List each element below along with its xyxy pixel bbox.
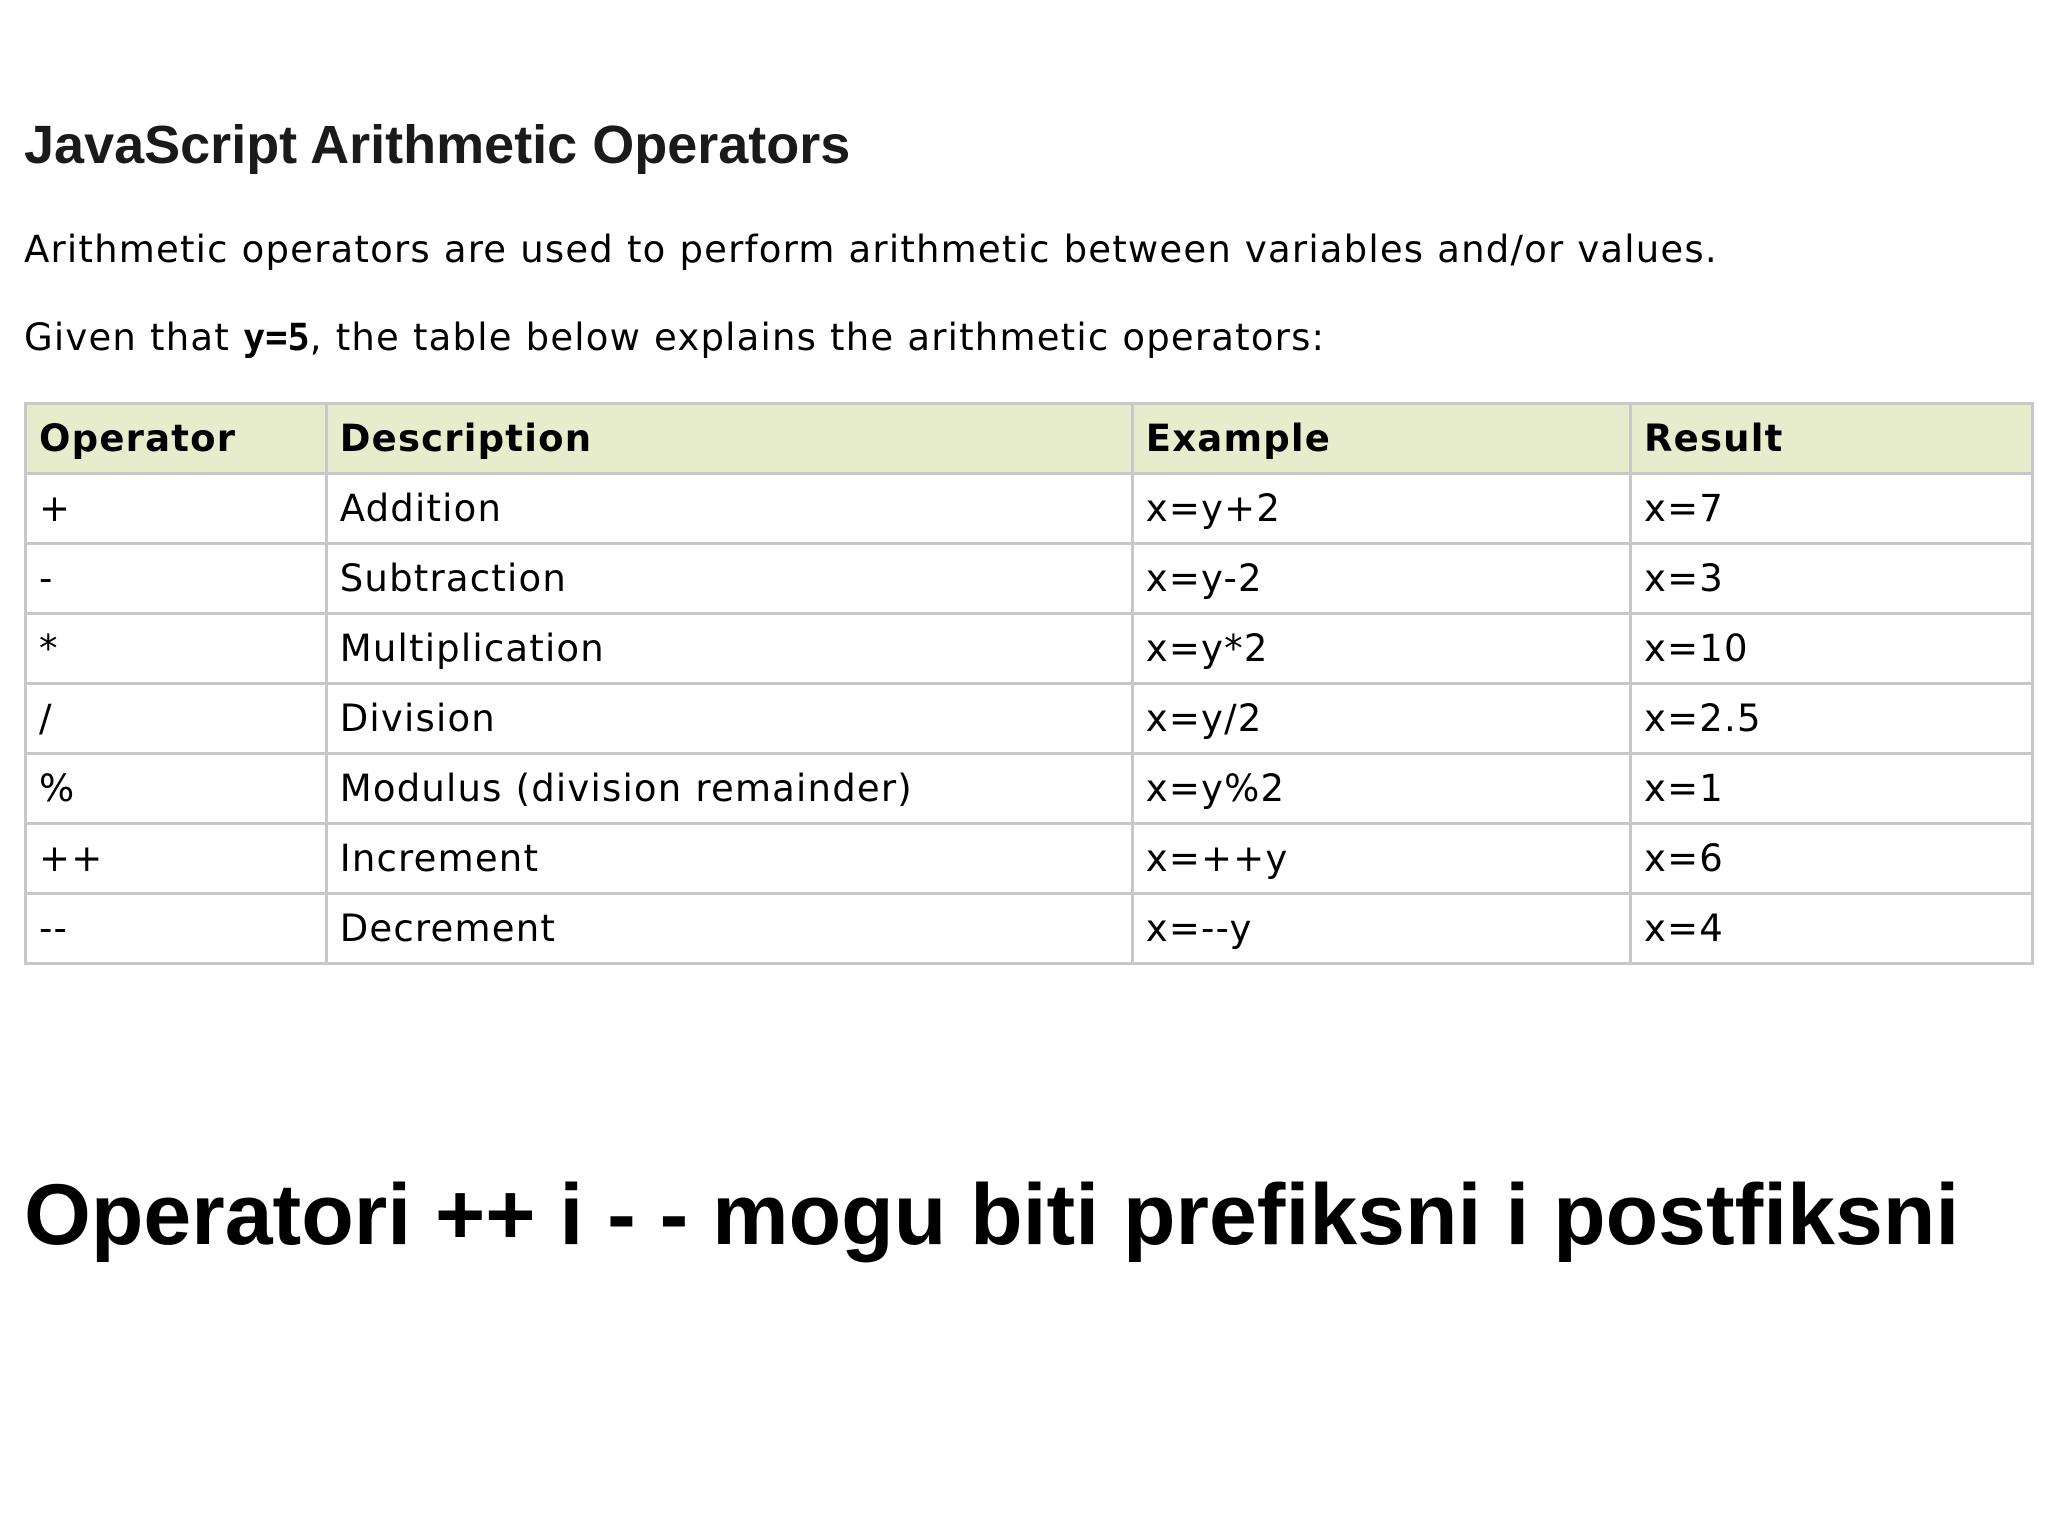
- example-cell: x=y+2: [1132, 474, 1630, 544]
- example-cell: x=--y: [1132, 894, 1630, 964]
- given-suffix: , the table below explains the arithmetic operators:: [309, 316, 1326, 359]
- table-row: [26, 754, 2033, 824]
- example-cell: x=y/2: [1132, 684, 1630, 754]
- header-operator: Operator: [26, 404, 327, 474]
- description-cell: Multiplication: [326, 614, 1132, 684]
- operator-cell: %: [26, 754, 327, 824]
- intro-paragraph: Arithmetic operators are used to perform arithmetic between variables and/or values.: [24, 228, 1718, 271]
- description-cell: Subtraction: [326, 544, 1132, 614]
- header-description: Description: [326, 404, 1132, 474]
- table-row: [26, 474, 2033, 544]
- table-row: [26, 824, 2033, 894]
- description-cell: Increment: [326, 824, 1132, 894]
- footer-note: Operatori ++ i - - mogu biti prefiksni i postfiksni: [24, 1167, 1960, 1263]
- page-title: JavaScript Arithmetic Operators: [24, 115, 851, 175]
- operator-cell: -: [26, 544, 327, 614]
- table-row: [26, 684, 2033, 754]
- example-cell: x=y*2: [1132, 614, 1630, 684]
- result-cell: x=10: [1630, 614, 2032, 684]
- result-cell: x=4: [1630, 894, 2032, 964]
- description-cell: Decrement: [326, 894, 1132, 964]
- description-cell: Addition: [326, 474, 1132, 544]
- example-cell: x=y-2: [1132, 544, 1630, 614]
- example-cell: x=y%2: [1132, 754, 1630, 824]
- operator-cell: +: [26, 474, 327, 544]
- description-cell: Division: [326, 684, 1132, 754]
- table-row: [26, 894, 2033, 964]
- header-result: Result: [1630, 404, 2032, 474]
- operator-cell: *: [26, 614, 327, 684]
- operator-cell: ++: [26, 824, 327, 894]
- result-cell: x=2.5: [1630, 684, 2032, 754]
- operator-cell: --: [26, 894, 327, 964]
- description-cell: Modulus (division remainder): [326, 754, 1132, 824]
- given-prefix: Given that: [24, 316, 243, 359]
- table-row: [26, 614, 2033, 684]
- operator-cell: /: [26, 684, 327, 754]
- result-cell: x=1: [1630, 754, 2032, 824]
- table-header-row: [26, 404, 2033, 474]
- example-cell: x=++y: [1132, 824, 1630, 894]
- given-expression: y=5: [242, 316, 310, 359]
- operators-table: [24, 402, 2034, 965]
- result-cell: x=6: [1630, 824, 2032, 894]
- result-cell: x=3: [1630, 544, 2032, 614]
- result-cell: x=7: [1630, 474, 2032, 544]
- header-example: Example: [1132, 404, 1630, 474]
- table-row: [26, 544, 2033, 614]
- given-paragraph: [24, 310, 1325, 366]
